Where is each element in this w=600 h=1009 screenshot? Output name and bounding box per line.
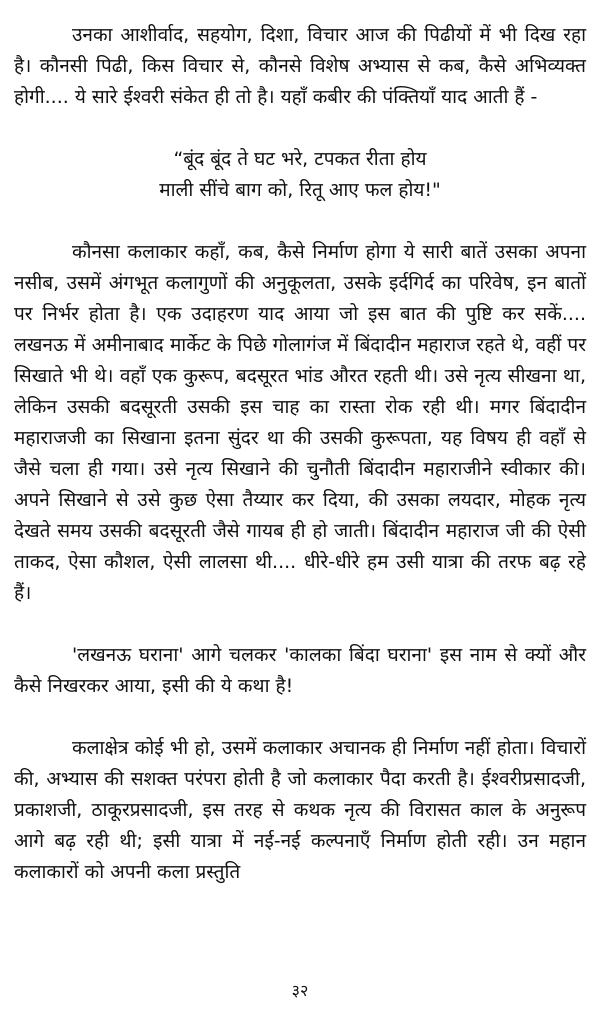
spacer [14, 113, 586, 144]
paragraph-bindadin-story: कौनसा कलाकार कहाँ, कब, कैसे निर्माण होगा ये सारी बातें उसका अपना नसीब, उसमें अंगभूत कलागुणों की अनुकूलता, उसके इर्दगिर्द का परिवेष, इन बातों पर निर्भर होता है। एक उदाहरण याद आया जो इस बात की पुष्टि कर सकें.... लखनऊ में अमीनाबाद मार्केट के पिछे गोलागंज में बिंदादीन महाराज रहते थे, वहीं पर सिखाते भी थे। वहाँ एक कुरूप, बदसूरत भांड औरत रहती थी। उसे नृत्य सीखना था, लेकिन उसकी बदसूरती उसकी इस चाह का रास्ता रोक रही थी। मगर बिंदादीन महाराजजी का सिखाना इतना सुंदर था की उसकी कुरूपता, यह विषय ही वहाँ से जैसे चला ही गया। उसे नृत्य सिखाने की चुनौती बिंदादीन महाराजीने स्वीकार की। अपने सिखाने से उसे कुछ ऐसा तैय्यार कर दिया, की उसका लयदार, मोहक नृत्य देखते समय उसकी बदसूरती जैसे गायब ही हो जाती। बिंदादीन महाराज जी की ऐसी ताकद, ऐसा कौशल, ऐसी लालसा थी.... धीरे-धीरे हम उसी यात्रा की तरफ बढ़ रहे हैं। [14, 241, 586, 604]
paragraph-blessings: उनका आशीर्वाद, सहयोग, दिशा, विचार आज की पिढीयों में भी दिख रहा है। कौनसी पिढी, किस विचार से, कौनसे विशेष अभ्यास से कब, कैसे अभिव्यक्त होगी.... ये सारे ईश्वरी संकेत ही तो है। यहाँ कबीर की पंक्तियाँ याद आती हैं - [14, 24, 586, 108]
couplet-line-1: “बूंद बूंद ते घट भरे, टपकत रीता होय [173, 148, 427, 170]
paragraph-tradition: कलाक्षेत्र कोई भी हो, उसमें कलाकार अचानक ही निर्माण नहीं होता। विचारों की, अभ्यास की सशक्त परंपरा होती है जो कलाकार पैदा करती है। ईश्वरीप्रसादजी, प्रकाशजी, ठाकूरप्रसादजी, इस तरह से कथक नृत्य की विरासत काल के अनुरूप आगे बढ़ रही थी; इसी यात्रा में नई-नई कल्पनाएँ निर्माण होती रही। उन महान कलाकारों को अपनी कला प्रस्तुति [14, 737, 586, 883]
spacer [14, 609, 586, 640]
spacer [14, 206, 586, 237]
kabir-couplet [14, 144, 586, 206]
page-number: ३२ [291, 981, 309, 1000]
couplet-line-2: माली सींचे बाग को, रितू आए फल होय!" [159, 179, 441, 201]
spacer [14, 702, 586, 733]
paragraph-gharana: 'लखनऊ घराना' आगे चलकर 'कालका बिंदा घराना' इस नाम से क्यों और कैसे निखरकर आया, इसी की ये कथा है! [14, 644, 586, 697]
